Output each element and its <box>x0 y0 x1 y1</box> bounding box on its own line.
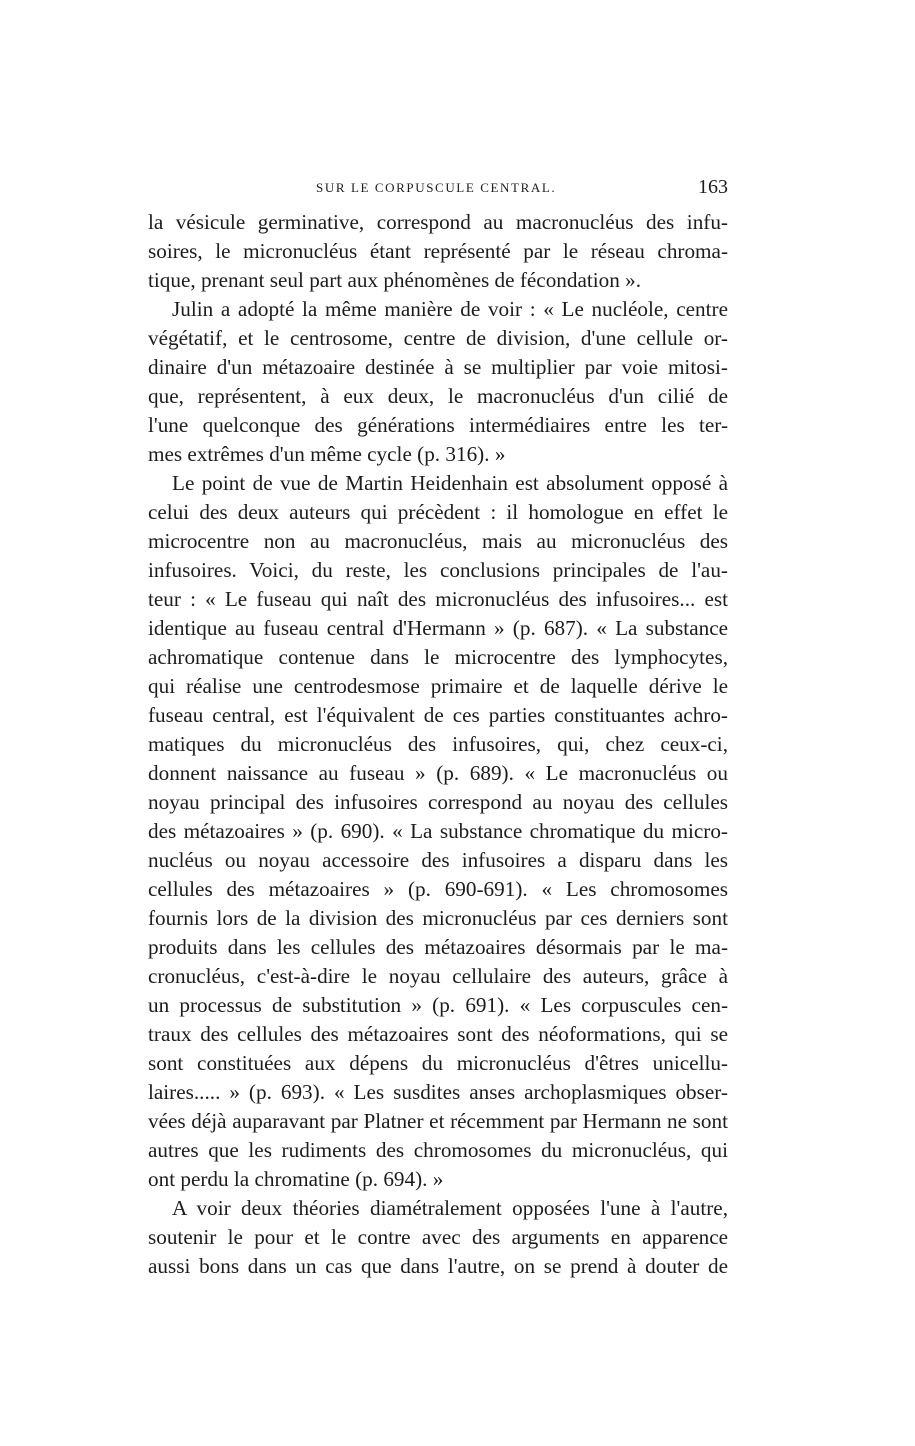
text-line: fournis lors de la division des micronucléus par ces derniers sont <box>148 906 728 930</box>
text-line: cronucléus, c'est-à-dire le noyau cellulaire des auteurs, grâce à <box>148 964 728 988</box>
text-line: dinaire d'un métazoaire destinée à se multiplier par voie mitosi- <box>148 355 728 379</box>
text-line: laires..... » (p. 693). « Les susdites anses archoplasmiques obser- <box>148 1080 728 1104</box>
text-line: identique au fuseau central d'Hermann » (p. 687). « La substance <box>148 616 728 640</box>
text-line: cellules des métazoaires » (p. 690-691). « Les chromosomes <box>148 877 728 901</box>
text-line: celui des deux auteurs qui précèdent : il homologue en effet le <box>148 500 728 524</box>
text-line: noyau principal des infusoires correspond au noyau des cellules <box>148 790 728 814</box>
text-line: mes extrêmes d'un même cycle (p. 316). » <box>148 442 506 466</box>
text-line: soires, le micronucléus étant représenté par le réseau chroma- <box>148 239 728 263</box>
text-line: traux des cellules des métazoaires sont des néoformations, qui se <box>148 1022 728 1046</box>
text-line: infusoires. Voici, du reste, les conclusions principales de l'au- <box>148 558 728 582</box>
text-body <box>148 208 728 1281</box>
paragraph-start-line: Le point de vue de Martin Heidenhain est absolument opposé à <box>172 471 728 495</box>
text-line: qui réalise une centrodesmose primaire et de laquelle dérive le <box>148 674 728 698</box>
text-line: nucléus ou noyau accessoire des infusoires a disparu dans les <box>148 848 728 872</box>
text-line: la vésicule germinative, correspond au macronucléus des infu- <box>148 210 728 234</box>
text-line: ont perdu la chromatine (p. 694). » <box>148 1167 444 1191</box>
text-line: fuseau central, est l'équivalent de ces parties constituantes achro- <box>148 703 728 727</box>
text-line: des métazoaires » (p. 690). « La substance chromatique du micro- <box>148 819 728 843</box>
text-line: achromatique contenue dans le microcentre des lymphocytes, <box>148 645 728 669</box>
text-line: aussi bons dans un cas que dans l'autre, on se prend à douter de <box>148 1254 728 1278</box>
text-line: soutenir le pour et le contre avec des arguments en apparence <box>148 1225 728 1249</box>
text-line: microcentre non au macronucléus, mais au micronucléus des <box>148 529 728 553</box>
text-line: un processus de substitution » (p. 691). « Les corpuscules cen- <box>148 993 728 1017</box>
text-line: que, représentent, à eux deux, le macronucléus d'un cilié de <box>148 384 728 408</box>
text-line: l'une quelconque des générations intermédiaires entre les ter- <box>148 413 728 437</box>
text-line: donnent naissance au fuseau » (p. 689). « Le macronucléus ou <box>148 761 728 785</box>
paragraph-start-line: Julin a adopté la même manière de voir : « Le nucléole, centre <box>172 297 728 321</box>
text-line: tique, prenant seul part aux phénomènes de fécondation ». <box>148 268 642 292</box>
text-line: produits dans les cellules des métazoaires désormais par le ma- <box>148 935 728 959</box>
text-line: teur : « Le fuseau qui naît des micronucléus des infusoires... est <box>148 587 728 611</box>
paragraph-start-line: A voir deux théories diamétralement opposées l'une à l'autre, <box>172 1196 728 1220</box>
text-line: vées déjà auparavant par Platner et récemment par Hermann ne sont <box>148 1109 728 1133</box>
running-head <box>148 176 728 202</box>
running-title: SUR LE CORPUSCULE CENTRAL. <box>316 180 557 195</box>
text-line: autres que les rudiments des chromosomes du micronucléus, qui <box>148 1138 728 1162</box>
text-line: sont constituées aux dépens du micronucléus d'êtres unicellu- <box>148 1051 728 1075</box>
text-line: végétatif, et le centrosome, centre de division, d'une cellule or- <box>148 326 728 350</box>
page-number: 163 <box>698 176 728 198</box>
text-line: matiques du micronucléus des infusoires, qui, chez ceux-ci, <box>148 732 728 756</box>
